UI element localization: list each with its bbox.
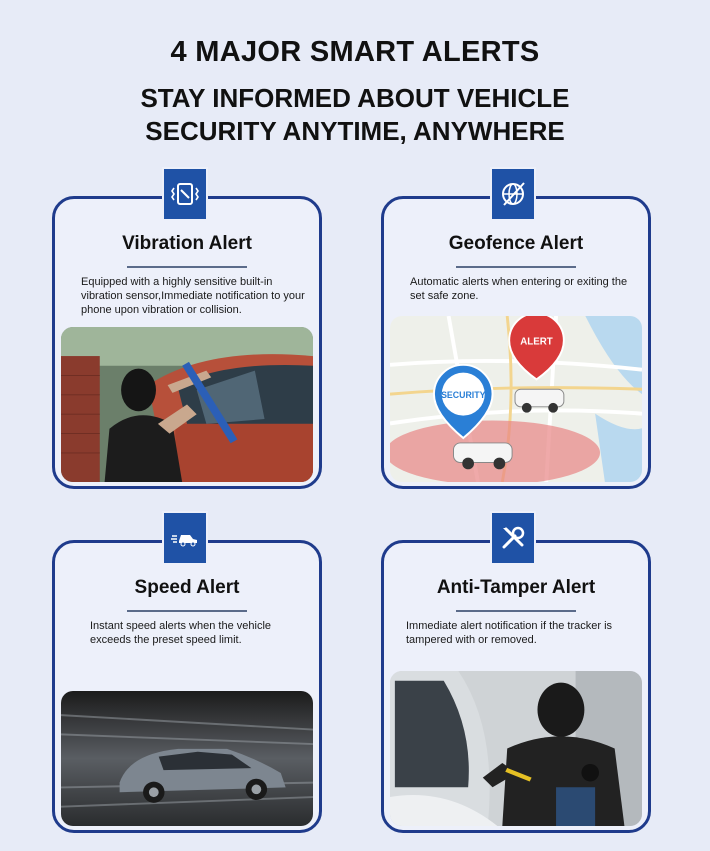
geofence-alert-card bbox=[381, 196, 651, 489]
card-description: Immediate alert notification if the tracker is tampered with or removed. bbox=[406, 620, 613, 646]
card-title: Vibration Alert bbox=[122, 233, 252, 254]
subtitle-line-1: STAY INFORMED ABOUT VEHICLE bbox=[140, 83, 570, 113]
title-underline bbox=[127, 610, 247, 612]
anti-tamper-alert-card bbox=[381, 540, 651, 833]
card-description: Automatic alerts when entering or exiting the set safe zone. bbox=[410, 276, 628, 302]
tools-icon bbox=[490, 511, 536, 565]
card-title: Speed Alert bbox=[134, 577, 240, 598]
speed-alert-card bbox=[52, 540, 322, 833]
title-underline bbox=[127, 266, 247, 268]
thief-breaking-window-image bbox=[61, 327, 313, 482]
card-description: Instant speed alerts when the vehicle exceeds the preset speed limit. bbox=[90, 620, 272, 646]
security-pin-label: SECURITY bbox=[441, 390, 486, 401]
geofence-globe-icon bbox=[490, 167, 536, 221]
card-title: Geofence Alert bbox=[448, 233, 584, 254]
geofence-map-image bbox=[390, 316, 642, 482]
card-description: Equipped with a highly sensitive built-in vibration sensor,Immediate notification to your phone upon vibration or collision. bbox=[81, 276, 305, 316]
page-title: 4 MAJOR SMART ALERTS bbox=[170, 36, 540, 68]
speeding-car-image bbox=[61, 691, 313, 826]
title-underline bbox=[456, 610, 576, 612]
alert-pin-label: ALERT bbox=[520, 336, 553, 348]
vibration-icon bbox=[162, 167, 208, 221]
speeding-car-icon bbox=[162, 511, 208, 565]
vibration-alert-card bbox=[52, 196, 322, 489]
subtitle-line-2: SECURITY ANYTIME, ANYWHERE bbox=[145, 116, 565, 146]
page-subtitle bbox=[0, 82, 710, 148]
card-title: Anti-Tamper Alert bbox=[436, 577, 596, 598]
title-underline bbox=[456, 266, 576, 268]
thief-tampering-image bbox=[390, 671, 642, 826]
